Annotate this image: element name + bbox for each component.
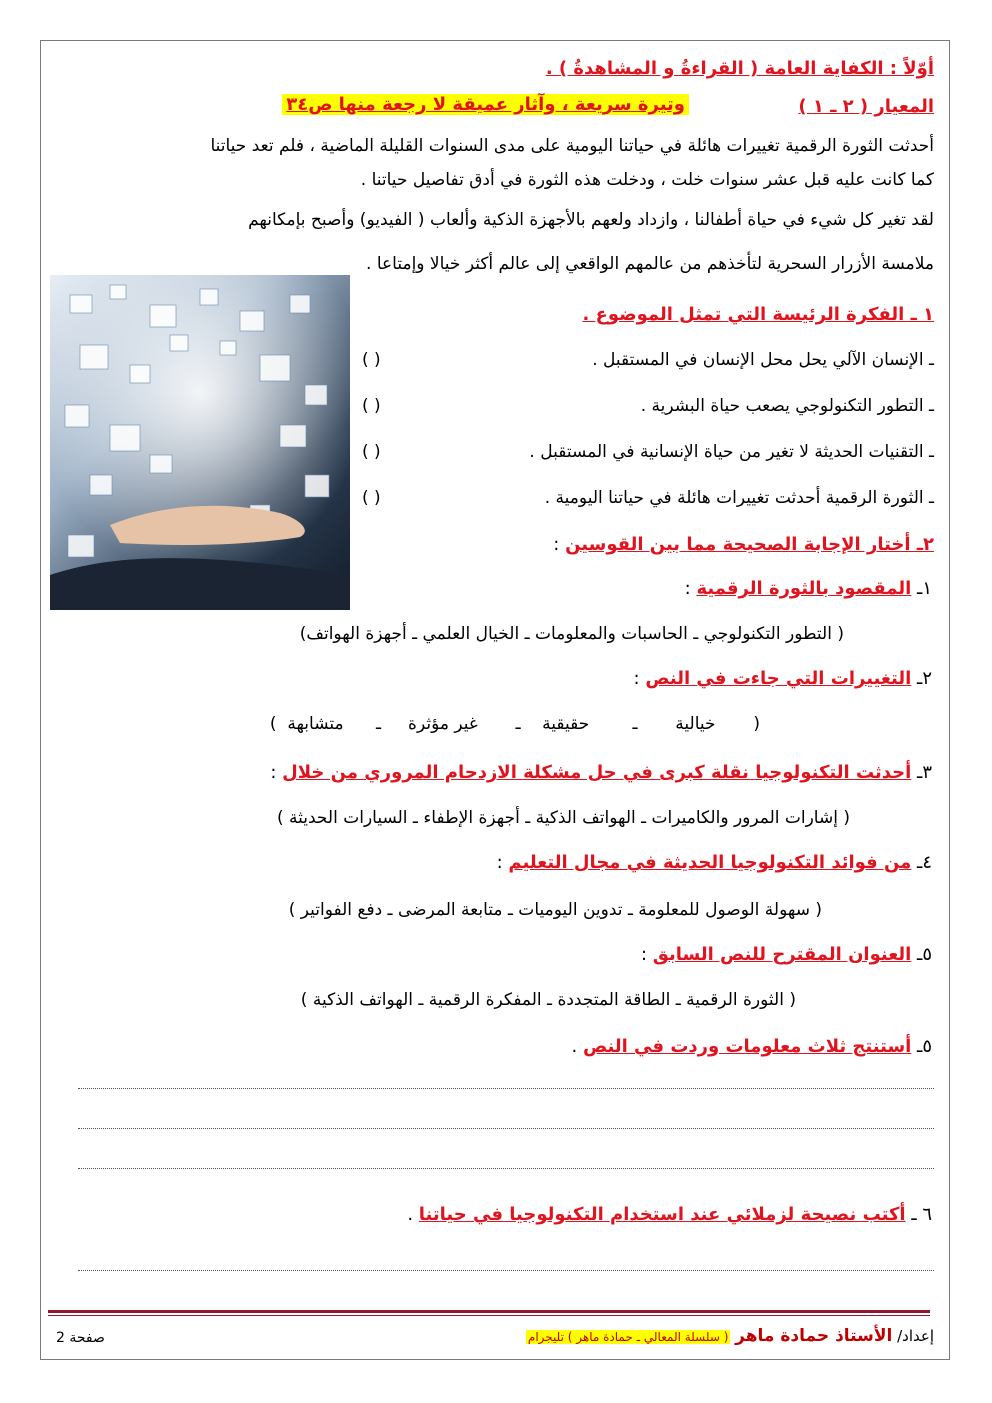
q1-option-4: ـ الثورة الرقمية أحدثت تغييرات هائلة في حياتنا اليومية .	[544, 488, 934, 508]
q1-answer-box-3[interactable]: ( )	[362, 442, 381, 462]
criterion-label: المعيار ( ٢ ـ ١ )	[798, 96, 934, 117]
q1-option-3: ـ التقنيات الحديثة لا تغير من حياة الإنسانية في المستقبل .	[529, 442, 934, 462]
q2-item-4-options: ( سهولة الوصول للمعلومة ـ تدوين اليوميات ـ متابعة المرضى ـ دفع الفواتير )	[288, 900, 822, 920]
digital-revolution-photo	[50, 275, 350, 610]
passage-line-3: لقد تغير كل شيء في حياة أطفالنا ، وازداد ولعهم بالأجهزة الذكية وألعاب ( الفيديو) وأصبح بإمكانهم	[248, 210, 934, 230]
answer-line-1[interactable]	[78, 1088, 934, 1089]
q2-item-2-options: ( خيالية ـ حقيقية ـ غير مؤثرة ـ متشابهة )	[269, 714, 760, 734]
photo-illustration	[50, 275, 350, 610]
lesson-title: وتيرة سريعة ، وآثار عميقة لا رجعة منها ص٣٤	[282, 94, 689, 115]
page-border	[40, 40, 950, 1360]
footer-credit	[526, 1326, 934, 1346]
q2-item-6: ٥ـ أستنتج ثلاث معلومات وردت في النص .	[571, 1036, 932, 1057]
passage-line-1: أحدثت الثورة الرقمية تغييرات هائلة في حياتنا اليومية على مدى السنوات القليلة الماضية ، فلم تعد حياتنا	[210, 136, 934, 156]
page-number: صفحة 2	[56, 1330, 105, 1346]
q2-title: ٢ـ أختار الإجابة الصحيحة مما بين القوسين :	[553, 534, 934, 555]
q1-option-1: ـ الإنسان الآلي يحل محل الإنسان في المستقبل .	[592, 350, 934, 370]
section-title: أوّلاً : الكفاية العامة ( القراءةُ و المشاهدةُ ) .	[545, 58, 934, 79]
passage-line-4: ملامسة الأزرار السحرية لتأخذهم من عالمهم الواقعي إلى عالم أكثر خيالا وإمتاعا .	[366, 254, 934, 274]
footer-prepared-label: إعداد/	[892, 1327, 934, 1345]
footer-series: ( سلسلة المعالي ـ حمادة ماهر ) تليجرام	[527, 1330, 729, 1344]
answer-line-4[interactable]	[78, 1270, 934, 1271]
q1-answer-box-4[interactable]: ( )	[362, 488, 381, 508]
q1-answer-box-2[interactable]: ( )	[362, 396, 381, 416]
answer-line-2[interactable]	[78, 1128, 934, 1129]
footer-author: الأستاذ حمادة ماهر	[735, 1326, 893, 1346]
footer-rule-thin	[48, 1315, 930, 1316]
q2-item-5: ٥ـ العنوان المقترح للنص السابق :	[641, 944, 932, 965]
q2-item-1-options: ( التطور التكنولوجي ـ الحاسبات والمعلومات ـ الخيال العلمي ـ أجهزة الهواتف)	[299, 624, 844, 644]
q2-item-7: ٦ ـ أكتب نصيحة لزملائي عند استخدام التكنولوجيا في حياتنا .	[407, 1204, 932, 1225]
q2-item-5-options: ( الثورة الرقمية ـ الطاقة المتجددة ـ المفكرة الرقمية ـ الهواتف الذكية )	[300, 990, 796, 1010]
q2-item-1: ١ـ المقصود بالثورة الرقمية :	[684, 578, 932, 599]
q2-item-4: ٤ـ من فوائد التكنولوجيا الحديثة في مجال التعليم :	[496, 852, 932, 873]
answer-line-3[interactable]	[78, 1168, 934, 1169]
footer-rule	[48, 1310, 930, 1313]
passage-line-2: كما كانت عليه قبل عشر سنوات خلت ، ودخلت هذه الثورة في أدق تفاصيل حياتنا .	[360, 170, 934, 190]
q2-item-3: ٣ـ أحدثت التكنولوجيا نقلة كبرى في حل مشكلة الازدحام المروري من خلال :	[270, 762, 932, 783]
q2-item-2: ٢ـ التغييرات التي جاءت في النص :	[633, 668, 932, 689]
q2-item-3-options: ( إشارات المرور والكاميرات ـ الهواتف الذكية ـ أجهزة الإطفاء ـ السيارات الحديثة )	[277, 808, 850, 828]
q1-option-2: ـ التطور التكنولوجي يصعب حياة البشرية .	[640, 396, 934, 416]
q1-answer-box-1[interactable]: ( )	[362, 350, 381, 370]
q1-title: ١ ـ الفكرة الرئيسة التي تمثل الموضوع .	[582, 304, 934, 325]
